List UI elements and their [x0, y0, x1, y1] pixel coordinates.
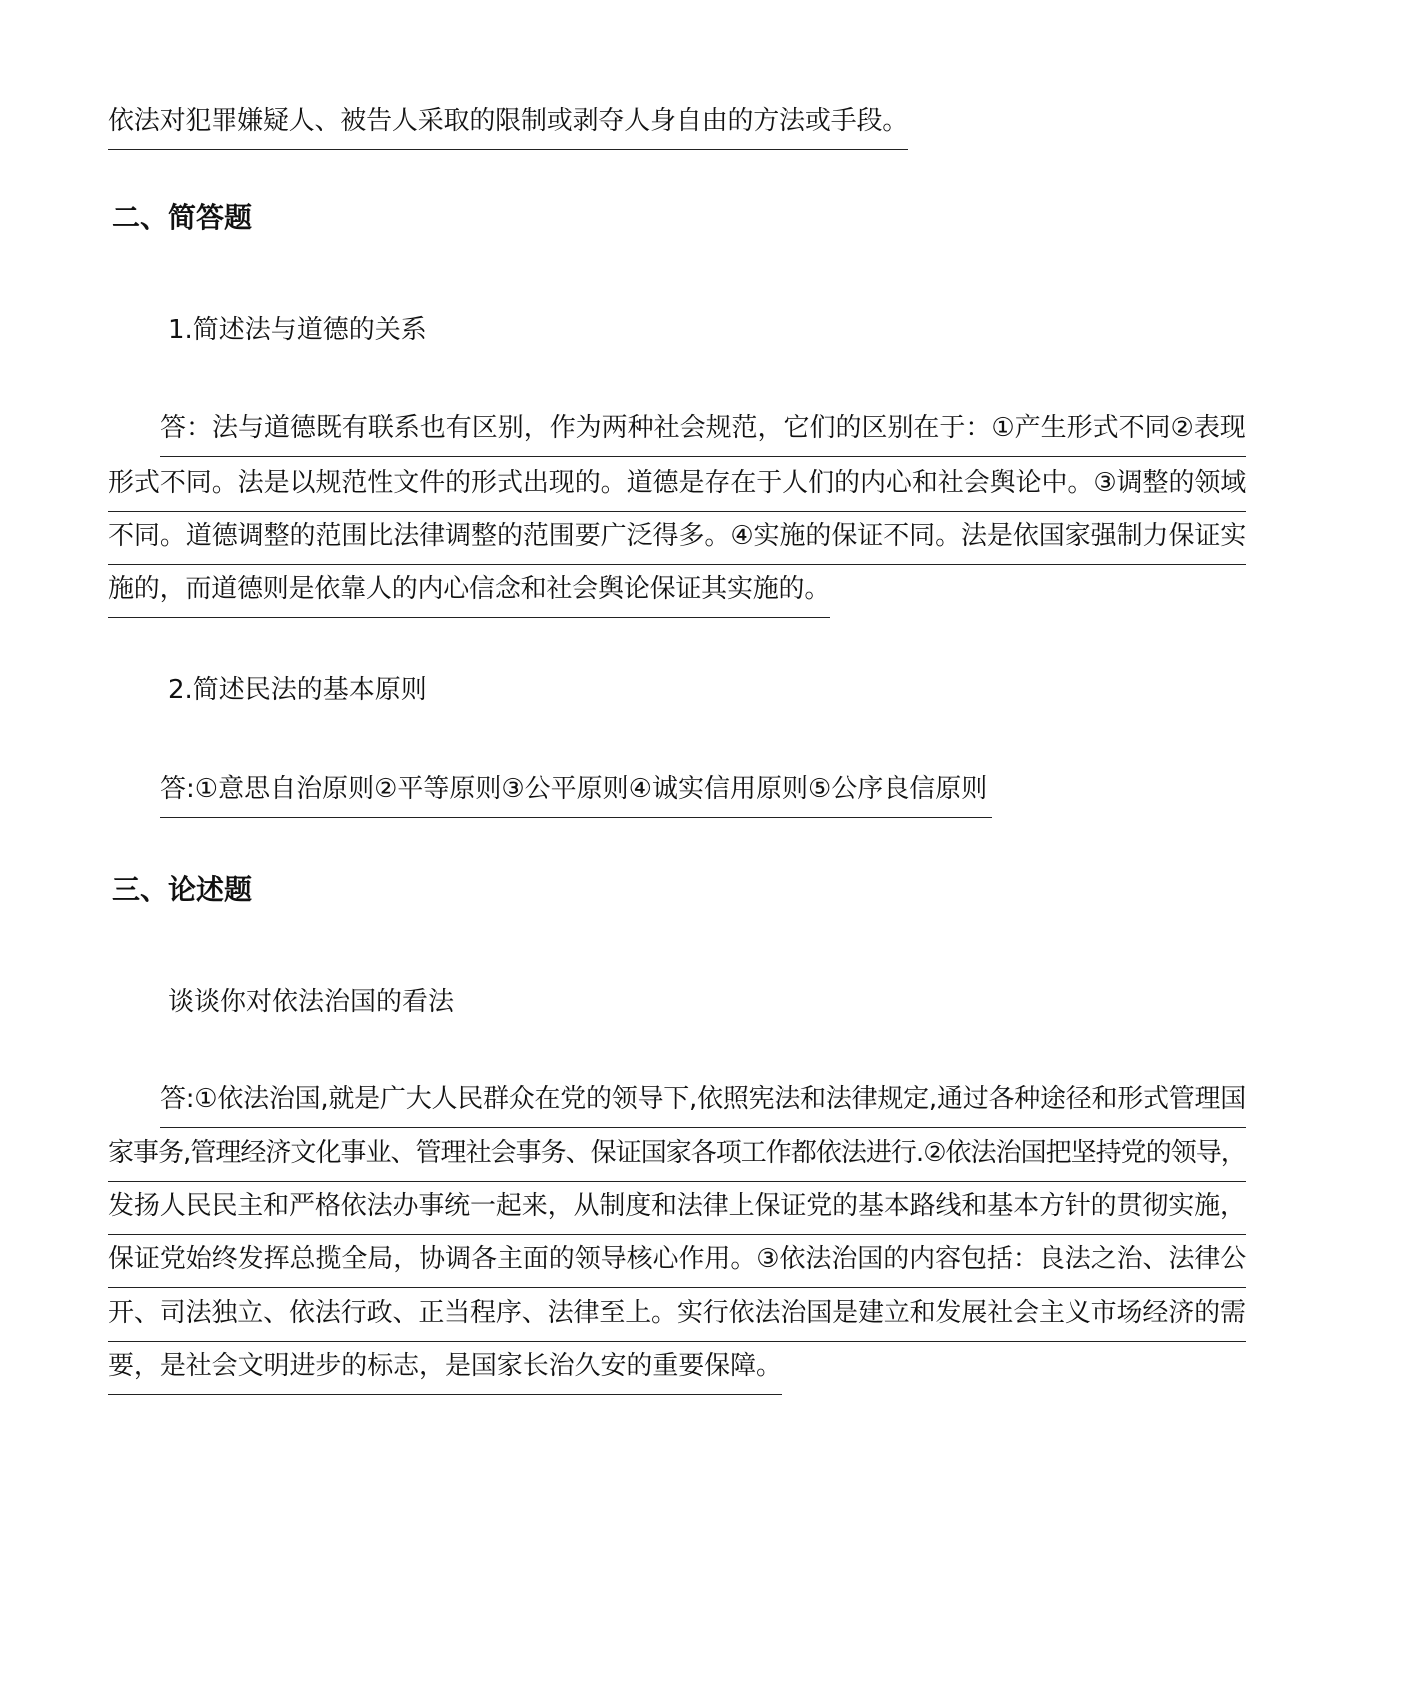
essay-answer-line-4: 保证党始终发挥总揽全局，协调各主面的领导核心作用。③依法治国的内容包括：良法之治、法律公	[108, 1233, 1246, 1288]
essay-answer-line-3: 发扬人民民主和严格依法办事统一起来，从制度和法律上保证党的基本路线和基本方针的贯彻实施，	[108, 1180, 1246, 1235]
essay-answer-line-1: 答:①依法治国,就是广大人民群众在党的领导下,依照宪法和法律规定,通过各种途径和形式管理国	[160, 1073, 1246, 1128]
essay-answer-line-2: 家事务,管理经济文化事业、管理社会事务、保证国家各项工作都依法进行.②依法治国把坚持党的领导，	[108, 1127, 1246, 1182]
question-2: 2.简述民法的基本原则	[168, 675, 427, 705]
section-heading-essay: 三、论述题	[112, 873, 253, 906]
essay-answer-line-6: 要，是社会文明进步的标志，是国家长治久安的重要保障。	[108, 1340, 782, 1395]
question-1: 1.简述法与道德的关系	[168, 315, 427, 345]
essay-question: 谈谈你对依法治国的看法	[168, 987, 455, 1017]
answer-1-line-3: 不同。道德调整的范围比法律调整的范围要广泛得多。④实施的保证不同。法是依国家强制力保证实	[108, 510, 1246, 565]
essay-answer-line-5: 开、司法独立、依法行政、正当程序、法律至上。实行依法治国是建立和发展社会主义市场经济的需	[108, 1287, 1246, 1342]
continued-answer-line: 依法对犯罪嫌疑人、被告人采取的限制或剥夺人身自由的方法或手段。	[108, 95, 908, 150]
answer-1-line-4: 施的，而道德则是依靠人的内心信念和社会舆论保证其实施的。	[108, 563, 830, 618]
answer-2-line: 答:①意思自治原则②平等原则③公平原则④诚实信用原则⑤公序良信原则	[160, 763, 992, 818]
answer-1-line-2: 形式不同。法是以规范性文件的形式出现的。道德是存在于人们的内心和社会舆论中。③调整的领域	[108, 457, 1246, 512]
section-heading-short-answer: 二、简答题	[112, 201, 253, 234]
answer-1-line-1: 答：法与道德既有联系也有区别，作为两种社会规范，它们的区别在于：①产生形式不同②表现	[160, 402, 1246, 457]
